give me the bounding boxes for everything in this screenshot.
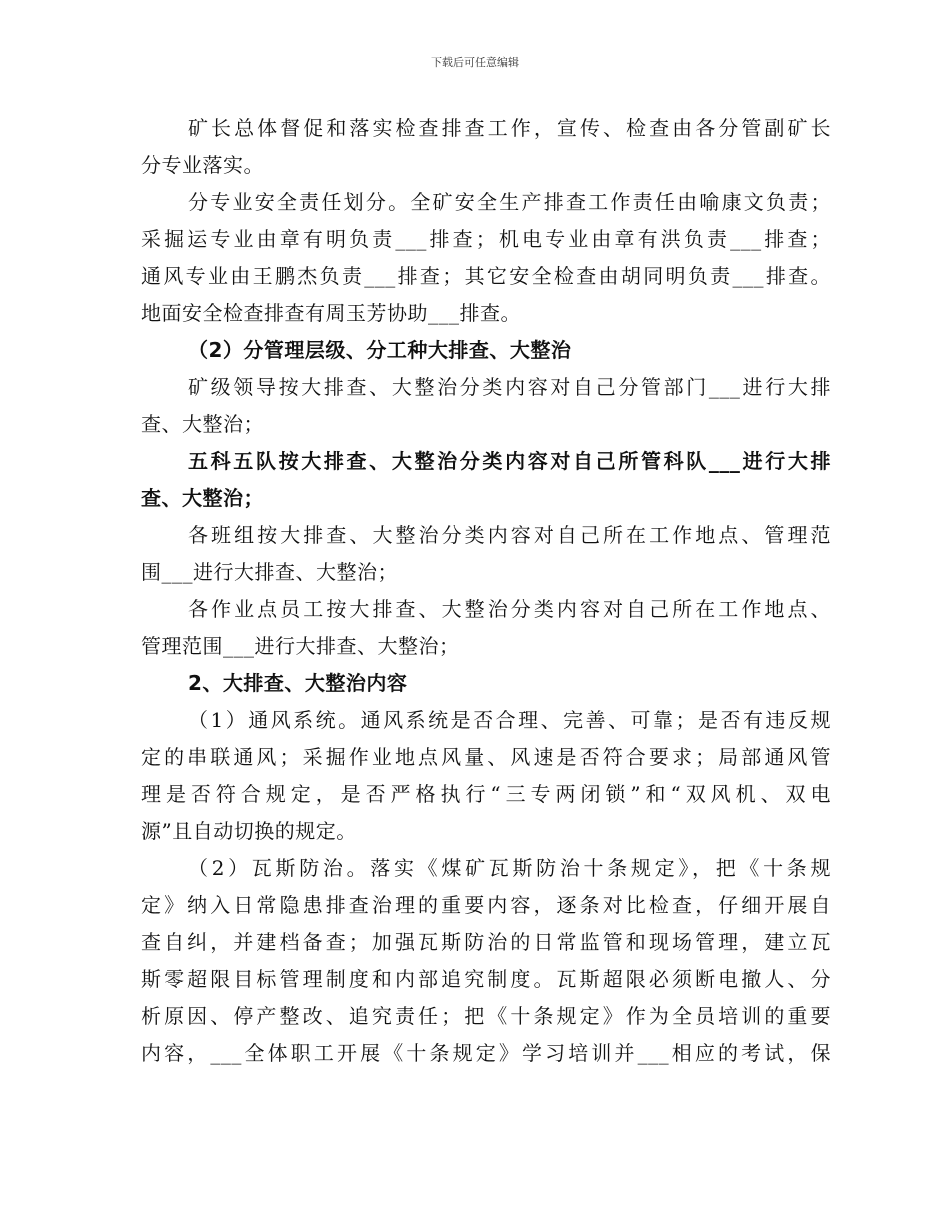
paragraph-line: 围___进行大排查、大整治；	[141, 560, 398, 584]
document-body	[141, 110, 831, 1072]
paragraph-line: 矿长总体督促和落实检查排查工作，宣传、检查由各分管副矿长	[188, 116, 831, 140]
paragraph-line: 查自纠，并建档备查；加强瓦斯防治的日常监管和现场管理，建立瓦	[141, 930, 831, 954]
paragraph-line: 定的串联通风；采掘作业地点风量、风速是否符合要求；局部通风管	[141, 745, 831, 769]
paragraph-line: 分专业安全责任划分。全矿安全生产排查工作责任由喻康文负责；	[188, 190, 831, 214]
paragraph-line: 查、大整治；	[141, 412, 264, 436]
paragraph-line: 析原因、停产整改、追究责任；把《十条规定》作为全员培训的重要	[141, 1004, 831, 1028]
paragraph-line: 通风专业由王鹏杰负责___排查；其它安全检查由胡同明负责___排查。	[141, 264, 831, 288]
paragraph-line: 管理范围___进行大排查、大整治；	[141, 634, 460, 658]
paragraph-line: 定》纳入日常隐患排查治理的重要内容，逐条对比检查，仔细开展自	[141, 893, 831, 917]
paragraph-line: （2）瓦斯防治。落实《煤矿瓦斯防治十条规定》，把《十条规	[188, 856, 831, 880]
paragraph-line: 各班组按大排查、大整治分类内容对自己所在工作地点、管理范	[188, 523, 831, 547]
section-heading: 2、大排查、大整治内容	[188, 671, 408, 695]
paragraph-line: 采掘运专业由章有明负责___排查；机电专业由章有洪负责___排查；	[141, 227, 831, 251]
paragraph-line: 源”且自动切换的规定。	[141, 819, 357, 843]
paragraph-line: 斯零超限目标管理制度和内部追究制度。瓦斯超限必须断电撤人、分	[141, 967, 831, 991]
paragraph-line-bold: 查、大整治；	[141, 486, 264, 510]
section-heading: （2）分管理层级、分工种大排查、大整治	[188, 338, 572, 362]
paragraph-line: 理是否符合规定，是否严格执行“三专两闭锁”和“双风机、双电	[141, 782, 831, 806]
paragraph-line: 分专业落实。	[141, 153, 264, 177]
paragraph-line: 内容，___全体职工开展《十条规定》学习培训并___相应的考试，保	[141, 1041, 831, 1065]
paragraph-line: 地面安全检查排查有周玉芳协助___排查。	[141, 301, 521, 325]
paragraph-line: （1）通风系统。通风系统是否合理、完善、可靠；是否有违反规	[188, 708, 831, 732]
paragraph-line: 矿级领导按大排查、大整治分类内容对自己分管部门___进行大排	[188, 375, 831, 399]
paragraph-line: 各作业点员工按大排查、大整治分类内容对自己所在工作地点、	[188, 597, 831, 621]
page-header: 下载后可任意编辑	[431, 56, 519, 69]
paragraph-line-bold: 五科五队按大排查、大整治分类内容对自己所管科队___进行大排	[188, 449, 831, 473]
